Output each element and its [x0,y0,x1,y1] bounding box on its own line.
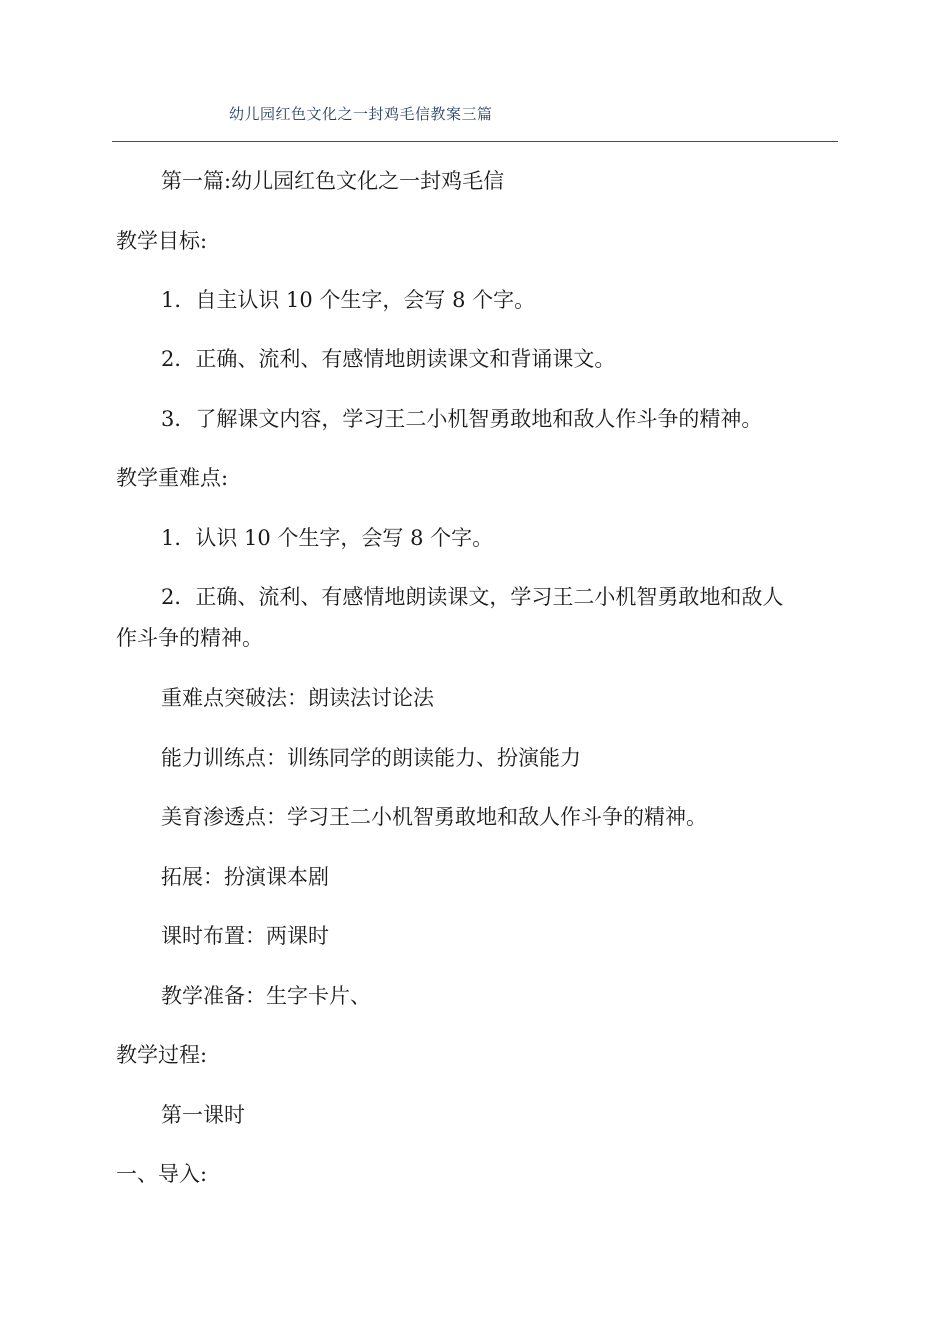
objectives-heading: 教学目标: [116,229,208,253]
breakthrough-method: 重难点突破法：朗读法讨论法 [161,686,434,710]
key-points-heading: 教学重难点: [116,466,229,490]
intro-heading: 一、导入: [116,1162,208,1186]
running-header-title: 幼儿园红色文化之一封鸡毛信教案三篇 [229,105,493,123]
section-title: 第一篇:幼儿园红色文化之一封鸡毛信 [161,169,505,193]
aesthetic-education-point: 美育渗透点：学习王二小机智勇敢地和敌人作斗争的精神。 [161,805,707,829]
key-point-item-2-continuation: 作斗争的精神。 [116,626,263,650]
class-hour-schedule: 课时布置：两课时 [161,924,329,948]
objective-item-1: 1．自主认识 10 个生字，会写 8 个字。 [161,288,536,312]
objective-item-3: 3．了解课文内容，学习王二小机智勇敢地和敌人作斗争的精神。 [161,407,763,431]
teaching-preparation: 教学准备：生字卡片、 [161,984,371,1008]
objective-item-2: 2．正确、流利、有感情地朗读课文和背诵课文。 [161,347,616,371]
ability-training-point: 能力训练点：训练同学的朗读能力、扮演能力 [161,746,581,770]
header-divider [112,141,838,142]
key-point-item-1: 1．认识 10 个生字，会写 8 个字。 [161,526,494,550]
process-heading: 教学过程: [116,1043,208,1067]
key-point-item-2: 2．正确、流利、有感情地朗读课文，学习王二小机智勇敢地和敌人 [161,585,784,609]
extension-activity: 拓展：扮演课本剧 [161,865,329,889]
lesson-one-label: 第一课时 [161,1103,245,1127]
